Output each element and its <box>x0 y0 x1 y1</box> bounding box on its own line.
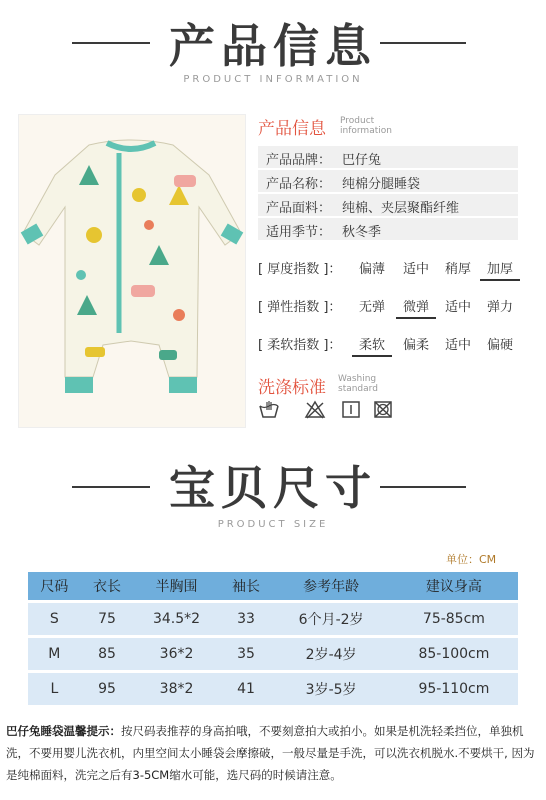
spec-key: 产品面料： <box>266 201 332 216</box>
cell-sleeve: 33 <box>220 603 273 635</box>
softness-option-selected: 柔软 <box>352 334 392 357</box>
cell-sleeve: 35 <box>220 638 273 670</box>
cell-height: 85-100cm <box>390 638 518 670</box>
col-header-age: 参考年龄 <box>272 572 389 600</box>
elasticity-option: 无弹 <box>358 300 385 315</box>
no-bleach-icon <box>304 398 326 420</box>
care-tip-label: 巴仔兔睡袋温馨提示： <box>6 724 121 738</box>
thickness-index-label: [ 厚度指数 ]： <box>258 262 342 277</box>
product-info-heading <box>0 10 546 73</box>
col-header-sleeve: 袖长 <box>220 572 273 600</box>
spec-value: 秋冬季 <box>342 225 382 240</box>
no-tumble-dry-icon <box>372 398 394 420</box>
unit-label: 单位：CM <box>446 553 497 566</box>
table-row <box>28 673 518 705</box>
cell-age: 3岁-5岁 <box>272 673 389 705</box>
hang-dry-icon <box>340 398 362 420</box>
product-photo <box>18 114 246 428</box>
product-info-title: 产品信息 <box>169 19 377 73</box>
col-header-length: 衣长 <box>81 572 134 600</box>
care-tip <box>6 720 542 786</box>
spec-row-name <box>258 170 518 192</box>
softness-index-label: [ 柔软指数 ]： <box>258 338 342 353</box>
softness-option: 适中 <box>444 338 471 353</box>
thickness-option-selected: 加厚 <box>480 258 520 281</box>
col-header-size: 尺码 <box>28 572 81 600</box>
cell-half-chest: 34.5*2 <box>133 603 219 635</box>
cell-length: 95 <box>81 673 134 705</box>
washing-heading <box>258 373 378 398</box>
spec-key: 产品品牌： <box>266 153 332 168</box>
info-panel-heading <box>258 114 392 139</box>
thickness-option: 稍厚 <box>444 262 471 277</box>
washing-heading-en: Washing standard <box>338 374 378 394</box>
elasticity-index-label: [ 弹性指数 ]： <box>258 300 342 315</box>
thickness-option: 偏薄 <box>358 262 385 277</box>
cell-age: 6个月-2岁 <box>272 603 389 635</box>
table-row <box>28 638 518 670</box>
spec-key: 适用季节： <box>266 225 332 240</box>
cell-length: 75 <box>81 603 134 635</box>
spec-row-fabric <box>258 194 518 216</box>
spec-value: 纯棉、夹层聚酯纤维 <box>342 201 460 216</box>
cell-height: 95-110cm <box>390 673 518 705</box>
hand-wash-icon <box>258 398 280 420</box>
table-row <box>28 603 518 635</box>
elasticity-option: 弹力 <box>486 300 513 315</box>
product-size-title: 宝贝尺寸 <box>169 461 377 515</box>
cell-size: S <box>28 603 81 635</box>
spec-key: 产品名称： <box>266 177 332 192</box>
heading-rule-left <box>72 486 150 488</box>
product-size-subtitle: PRODUCT SIZE <box>217 519 329 530</box>
spec-value: 巴仔兔 <box>342 153 382 168</box>
col-header-height: 建议身高 <box>390 572 518 600</box>
cell-half-chest: 38*2 <box>133 673 219 705</box>
size-table <box>28 572 518 705</box>
spec-row-season <box>258 218 518 240</box>
cell-age: 2岁-4岁 <box>272 638 389 670</box>
washing-heading-cn: 洗涤标准 <box>258 378 326 398</box>
cell-half-chest: 36*2 <box>133 638 219 670</box>
product-size-heading <box>0 452 546 515</box>
product-info-subtitle: PRODUCT INFORMATION <box>183 74 363 85</box>
thickness-option: 适中 <box>402 262 429 277</box>
info-heading-cn: 产品信息 <box>258 119 326 139</box>
cell-length: 85 <box>81 638 134 670</box>
heading-rule-right <box>380 42 466 44</box>
size-table-header-row <box>28 572 518 600</box>
elasticity-option: 适中 <box>444 300 471 315</box>
info-heading-en: Product information <box>340 116 392 136</box>
softness-option: 偏柔 <box>402 338 429 353</box>
heading-rule-left <box>72 42 150 44</box>
col-header-half-chest: 半胸围 <box>133 572 219 600</box>
elasticity-option-selected: 微弹 <box>396 296 436 319</box>
care-tip-text: 按尺码表推荐的身高拍哦，不要刻意拍大或拍小。如果是机洗轻柔挡位，单独机洗，不要用婴儿洗衣机，内里空间太小睡袋会摩擦破，一般尽量是手洗，可以洗衣机脱水.不要烘干, 因为是纯棉面料，洗完之后有3-5CM缩水可能，选尺码的时候请注意。 <box>6 724 535 782</box>
heading-rule-right <box>380 486 466 488</box>
softness-option: 偏硬 <box>486 338 513 353</box>
spec-row-brand <box>258 146 518 168</box>
cell-height: 75-85cm <box>390 603 518 635</box>
cell-size: M <box>28 638 81 670</box>
spec-value: 纯棉分腿睡袋 <box>342 177 421 192</box>
cell-size: L <box>28 673 81 705</box>
cell-sleeve: 41 <box>220 673 273 705</box>
